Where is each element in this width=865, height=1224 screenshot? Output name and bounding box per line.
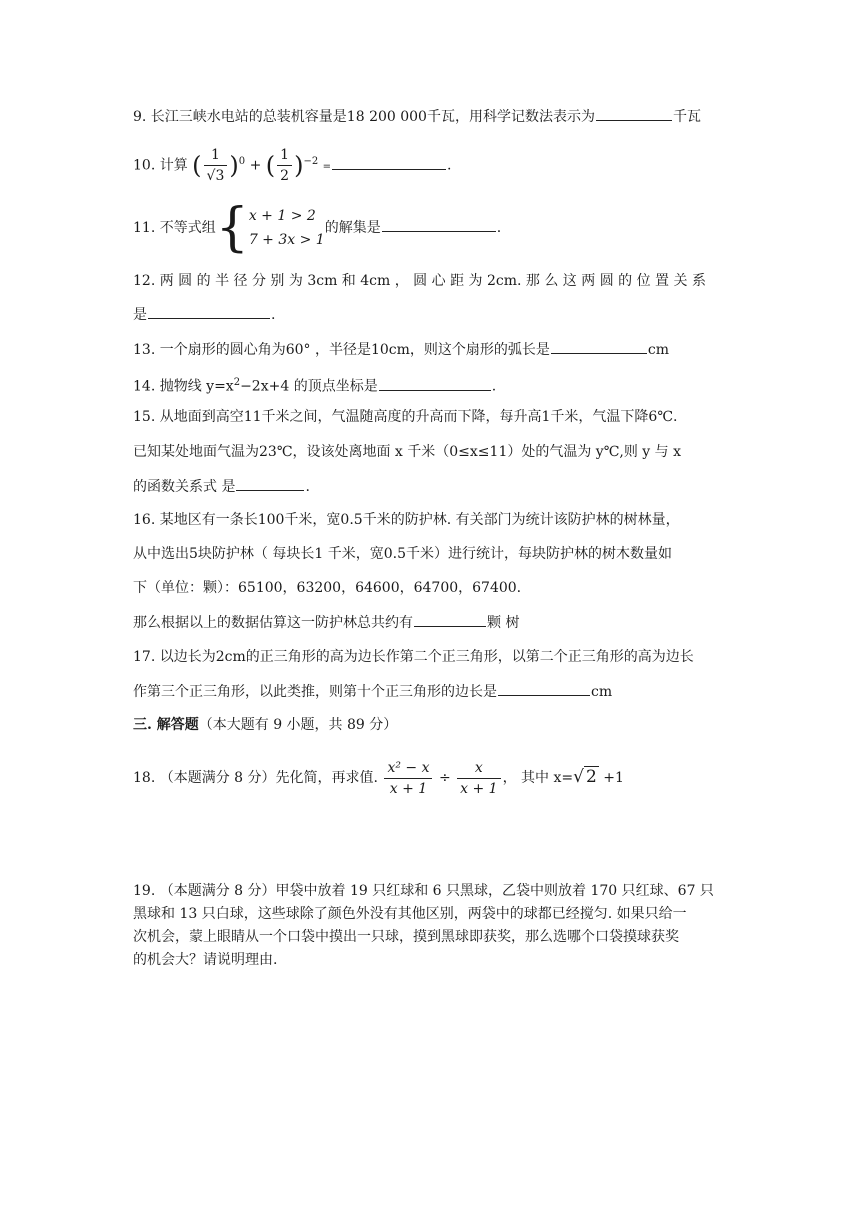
question-16-line-2: [133, 544, 672, 564]
section-3-title: 三. 解答题: [133, 717, 199, 733]
q19-line1: 19. （本题满分 8 分）甲袋中放着 19 只红球和 6 只黑球，乙袋中则放着 170 只红球、67 只: [133, 883, 714, 899]
q17-answer-blank[interactable]: [498, 681, 590, 696]
question-15-line-1: [133, 407, 677, 427]
q15-line3: 的函数关系式 是: [133, 479, 236, 495]
q16-unit: 颗 树: [487, 615, 520, 631]
question-17-line-2: [133, 681, 612, 702]
q10-answer-blank[interactable]: [332, 155, 446, 170]
q17-unit: cm: [591, 684, 613, 700]
q11-suffix: 的解集是: [324, 220, 381, 236]
question-17-line-1: [133, 647, 694, 667]
q12-line1: 12. 两 圆 的 半 径 分 别 为 3cm 和 4cm ， 圆 心 距 为 2cm. 那 么 这 两 圆 的 位 置 关 系: [133, 273, 706, 289]
brace-icon: {: [215, 198, 249, 258]
question-19-line-3: [133, 927, 679, 947]
q10-frac2-den: 2: [280, 168, 290, 185]
q18-num2: x: [457, 758, 500, 779]
q18-tail: +1: [598, 770, 624, 786]
q13-answer-blank[interactable]: [551, 339, 647, 354]
q16-line3: 下（单位：颗）：65100，63200，64600，64700，67400.: [133, 580, 522, 596]
q11-ineq2: 7 + 3x > 1: [248, 232, 325, 248]
q12-answer-blank[interactable]: [148, 304, 270, 319]
q9-answer-blank[interactable]: [596, 106, 672, 121]
question-13: [133, 339, 669, 360]
q10-exp2: −2: [303, 156, 319, 167]
q10-prefix: 10. 计算: [133, 157, 188, 174]
question-11: [133, 200, 501, 256]
q11-ineq1: x + 1 > 2: [248, 208, 316, 224]
q14-sup: 2: [233, 377, 241, 388]
q11-end: .: [496, 220, 502, 236]
q13-unit: cm: [647, 342, 670, 358]
question-15-line-2: [133, 442, 681, 462]
sqrt-icon: √ 2: [573, 767, 597, 787]
q11-answer-blank[interactable]: [382, 217, 496, 232]
q10-exp1: 0: [238, 156, 246, 167]
q10-end: .: [447, 157, 452, 174]
q9-text: 9. 长江三峡水电站的总装机容量是18 200 000千瓦，用科学记数法表示为: [133, 109, 595, 125]
q19-line3: 次机会，蒙上眼睛从一个口袋中摸出一只球，摸到黑球即获奖，那么选哪个口袋摸球获奖: [133, 929, 679, 945]
question-10: 10. 计算 ( $\frac{1}{√3}$ )$^0$ + ( $\frac{1}{2}$ )$^{-2}$ = .: [133, 147, 452, 185]
section-3-heading: [133, 715, 397, 735]
question-18: [133, 752, 624, 803]
question-12-line-2: [133, 304, 275, 325]
q18-num1: x² − x: [384, 758, 432, 779]
q15-answer-blank[interactable]: [236, 476, 304, 491]
q19-line4: 的机会大？请说明理由.: [133, 952, 278, 968]
question-19-line-1: [133, 881, 714, 901]
question-9: [133, 106, 701, 127]
q17-line2: 作第三个正三角形，以此类推，则第十个正三角形的边长是: [133, 684, 497, 700]
q12-line2: 是: [133, 307, 147, 323]
question-19-line-2: [133, 904, 687, 924]
q10-frac2-num: 1: [277, 145, 292, 166]
q18-den1: x + 1: [389, 780, 428, 797]
q14-end: .: [491, 378, 497, 395]
q18-div: ÷: [438, 770, 451, 786]
q14-answer-blank[interactable]: [379, 376, 491, 391]
q18-den2: x + 1: [460, 780, 498, 797]
q18-rad: 2: [585, 767, 597, 787]
q18-mid: ， 其中 x=: [502, 770, 574, 786]
q10-frac1-den: 3: [215, 168, 225, 185]
q12-end: .: [271, 307, 276, 323]
question-16-line-3: [133, 578, 521, 598]
section-3-note: （本大题有 9 小题，共 89 分）: [198, 717, 398, 733]
question-19-line-4: [133, 950, 277, 970]
q16-line1: 16. 某地区有一条长100千米，宽0.5千米的防护林. 有关部门为统计该防护林的树林量，: [133, 512, 680, 528]
q16-line2: 从中选出5块防护林（ 每块长1 千米，宽0.5千米）进行统计，每块防护林的树木数量如: [133, 546, 672, 562]
question-15-line-3: [133, 476, 310, 497]
q16-line4: 那么根据以上的数据估算这一防护林总共约有: [133, 615, 413, 631]
q18-prefix: 18. （本题满分 8 分）先化简，再求值.: [133, 770, 378, 786]
q10-eq: =: [322, 161, 332, 173]
q14-text-a: 14. 抛物线 y=x: [133, 378, 234, 395]
q14-text-b: −2x+4 的顶点坐标是: [240, 378, 378, 395]
q9-unit: 千瓦: [672, 109, 701, 125]
q10-plus: +: [249, 157, 262, 174]
question-16-line-4: [133, 612, 519, 633]
q15-line2: 已知某处地面气温为23℃，设该处离地面 x 千米（0≤x≤11）处的气温为 y℃,则 y 与 x: [133, 444, 681, 460]
question-16-line-1: [133, 510, 680, 530]
q19-line2: 黑球和 13 只白球，这些球除了颜色外没有其他区别，两袋中的球都已经搅匀. 如果只给一: [133, 906, 687, 922]
question-12-line-1: [133, 271, 706, 291]
q15-line1: 15. 从地面到高空11千米之间，气温随高度的升高而下降，每升高1千米，气温下降6℃.: [133, 409, 678, 425]
q10-frac1-num: 1: [204, 145, 228, 166]
q16-answer-blank[interactable]: [414, 612, 486, 627]
question-14: [133, 373, 496, 397]
q13-text: 13. 一个扇形的圆心角为60° ，半径是10cm，则这个扇形的弧长是: [133, 342, 550, 358]
q11-prefix: 11. 不等式组: [133, 220, 216, 236]
q17-line1: 17. 以边长为2cm的正三角形的高为边长作第二个正三角形，以第二个正三角形的高为边长: [133, 649, 694, 665]
q15-end: .: [305, 479, 310, 495]
